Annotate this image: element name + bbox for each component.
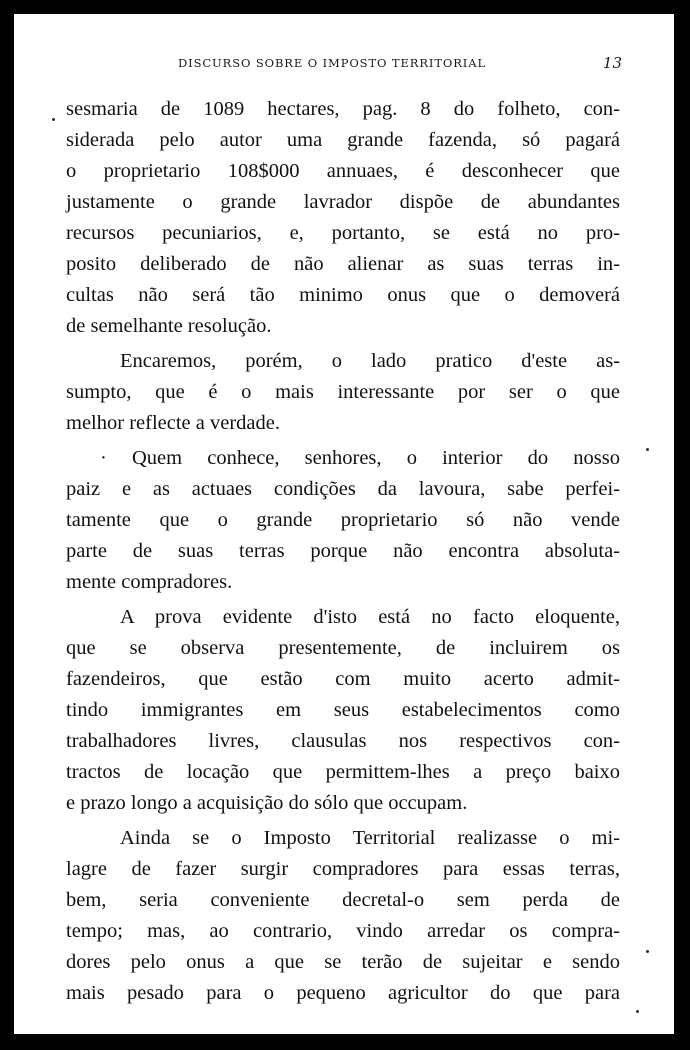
text-line: tindo immigrantes em seus estabelecimentos como: [66, 699, 620, 721]
text-line: Ainda se o Imposto Territorial realizasse o mi-: [120, 827, 620, 849]
text-line: mais pesado para o pequeno agricultor do que para: [66, 982, 620, 1004]
text-line: de semelhante resolução.: [66, 315, 272, 337]
text-line: cultas não será tão minimo onus que o demoverá: [66, 284, 620, 306]
print-speck: [52, 118, 55, 121]
paragraph-4: [66, 602, 620, 819]
paragraph-3: [66, 443, 620, 598]
text-line: parte de suas terras porque não encontra absoluta-: [66, 540, 620, 562]
text-line: sumpto, que é o mais interessante por ser o que: [66, 381, 620, 403]
print-speck: [636, 1010, 639, 1013]
body-text: [66, 94, 620, 1013]
text-line: justamente o grande lavrador dispõe de abundantes: [66, 191, 620, 213]
text-line: · Quem conhece, senhores, o interior do nosso: [100, 447, 620, 469]
text-line: Encaremos, porém, o lado pratico d'este as-: [120, 350, 620, 372]
text-line: o proprietario 108$000 annuaes, é desconhecer que: [66, 160, 620, 182]
print-speck: [646, 448, 649, 451]
text-line: siderada pelo autor uma grande fazenda, só pagará: [66, 129, 620, 151]
text-line: tempo; mas, ao contrario, vindo arredar os compra-: [66, 920, 620, 942]
text-line: sesmaria de 1089 hectares, pag. 8 do folheto, con-: [66, 98, 620, 120]
page-number: 13: [602, 54, 622, 72]
text-line: dores pelo onus a que se terão de sujeitar e sendo: [66, 951, 620, 973]
text-line: melhor reflecte a verdade.: [66, 412, 280, 434]
text-line: mente compradores.: [66, 571, 233, 593]
text-line: recursos pecuniarios, e, portanto, se está no pro-: [66, 222, 620, 244]
text-line: e prazo longo a acquisição do sólo que occupam.: [66, 792, 468, 814]
text-line: que se observa presentemente, de incluirem os: [66, 637, 620, 659]
text-line: bem, seria conveniente decretal-o sem perda de: [66, 889, 620, 911]
text-line: paiz e as actuaes condições da lavoura, sabe perfei-: [66, 478, 620, 500]
text-line: lagre de fazer surgir compradores para essas terras,: [66, 858, 620, 880]
running-header: [70, 54, 622, 74]
book-page: [14, 14, 674, 1034]
text-line: posito deliberado de não alienar as suas terras in-: [66, 253, 620, 275]
print-speck: [646, 950, 649, 953]
running-title: DISCURSO SOBRE O IMPOSTO TERRITORIAL: [178, 56, 486, 70]
paragraph-1: [66, 94, 620, 342]
text-line: fazendeiros, que estão com muito acerto admit-: [66, 668, 620, 690]
text-line: tractos de locação que permittem-lhes a preço baixo: [66, 761, 620, 783]
text-line: A prova evidente d'isto está no facto eloquente,: [120, 606, 620, 628]
paragraph-5: [66, 823, 620, 1009]
text-line: tamente que o grande proprietario só não vende: [66, 509, 620, 531]
text-line: trabalhadores livres, clausulas nos respectivos con-: [66, 730, 620, 752]
paragraph-2: [66, 346, 620, 439]
